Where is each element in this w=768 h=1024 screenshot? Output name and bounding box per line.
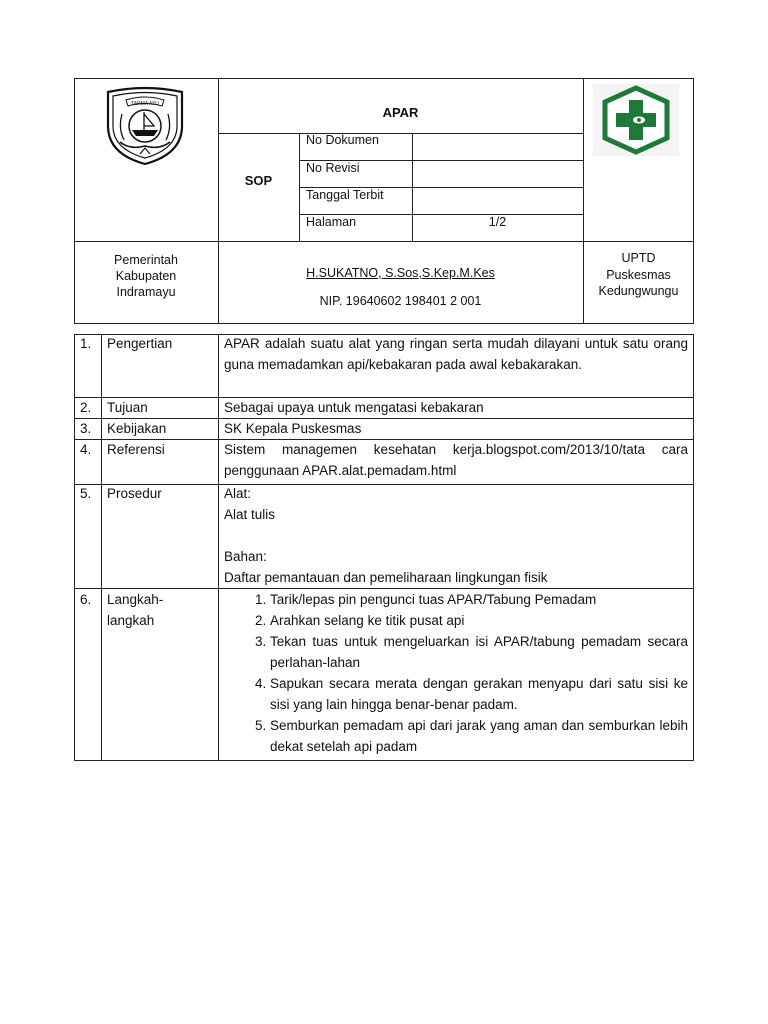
row-1-label: Pengertian bbox=[107, 336, 173, 351]
row-1-number: 1. bbox=[80, 336, 92, 351]
field-label-no-revisi: No Revisi bbox=[306, 161, 360, 175]
row-5-line-alat: Alat: bbox=[224, 486, 252, 501]
step-item: 2. Arahkan selang ke titik pusat api bbox=[270, 610, 688, 631]
row-4-content: Sistem managemen kesehatan kerja.blogspot.com/2013/10/tata cara penggunaan APAR.alat.pemadam.html bbox=[224, 442, 688, 478]
row-5-line-daftar: Daftar pemantauan dan pemeliharaan lingkungan fisik bbox=[224, 570, 548, 585]
puskesmas-logo-icon bbox=[593, 84, 679, 156]
document-title: APAR bbox=[382, 105, 419, 120]
indramayu-logo-icon bbox=[100, 84, 190, 168]
row-5-number: 5. bbox=[80, 486, 92, 501]
row-2-number: 2. bbox=[80, 400, 92, 415]
row-6-number: 6. bbox=[80, 592, 92, 607]
field-label-tanggal-terbit: Tanggal Terbit bbox=[306, 188, 384, 202]
field-label-no-dokumen: No Dokumen bbox=[306, 133, 379, 147]
field-value-halaman: 1/2 bbox=[488, 215, 507, 229]
row-6-label-line-1: Langkah- bbox=[107, 592, 164, 607]
left-org-line-2: Kabupaten bbox=[115, 269, 177, 283]
row-6-label-line-2: langkah bbox=[107, 613, 155, 628]
step-item: 5. Semburkan pemadam api dari jarak yang aman dan semburkan lebih dekat setelah api padam bbox=[270, 715, 688, 757]
logo-text: TARMA AYU bbox=[131, 101, 159, 107]
row-3-number: 3. bbox=[80, 421, 92, 436]
right-org-line-1: UPTD bbox=[621, 251, 656, 265]
row-3-label: Kebijakan bbox=[107, 421, 167, 436]
row-2-content: Sebagai upaya untuk mengatasi kebakaran bbox=[224, 400, 484, 415]
step-item: 4. Sapukan secara merata dengan gerakan menyapu dari satu sisi ke sisi yang lain hingga benar-benar padam. bbox=[270, 673, 688, 715]
signer-name: H.SUKATNO, S.Sos,S.Kep.M.Kes bbox=[306, 266, 495, 280]
row-5-line-alat-tulis: Alat tulis bbox=[224, 507, 276, 522]
right-org-line-2: Puskesmas bbox=[606, 268, 671, 282]
field-label-halaman: Halaman bbox=[306, 215, 357, 229]
step-item: 1. Tarik/lepas pin pengunci tuas APAR/Tabung Pemadam bbox=[270, 589, 688, 610]
row-4-label: Referensi bbox=[107, 442, 165, 457]
row-2-label: Tujuan bbox=[107, 400, 148, 415]
left-org-line-1: Pemerintah bbox=[114, 253, 178, 267]
row-1-content: APAR adalah suatu alat yang ringan serta mudah dilayani untuk satu orang guna memadamkan api/kebakaran pada awal kebakarakan. bbox=[224, 336, 688, 372]
sop-label: SOP bbox=[244, 173, 273, 188]
row-4-number: 4. bbox=[80, 442, 92, 457]
signer-nip: NIP. 19640602 198401 2 001 bbox=[319, 294, 482, 308]
right-org-line-3: Kedungwungu bbox=[598, 284, 679, 298]
steps-list bbox=[224, 589, 688, 757]
row-3-content: SK Kepala Puskesmas bbox=[224, 421, 362, 436]
left-org-line-3: Indramayu bbox=[116, 285, 176, 299]
row-5-label: Prosedur bbox=[107, 486, 162, 501]
step-item: 3. Tekan tuas untuk mengeluarkan isi APAR/tabung pemadam secara perlahan-lahan bbox=[270, 631, 688, 673]
row-5-line-bahan: Bahan: bbox=[224, 549, 267, 564]
